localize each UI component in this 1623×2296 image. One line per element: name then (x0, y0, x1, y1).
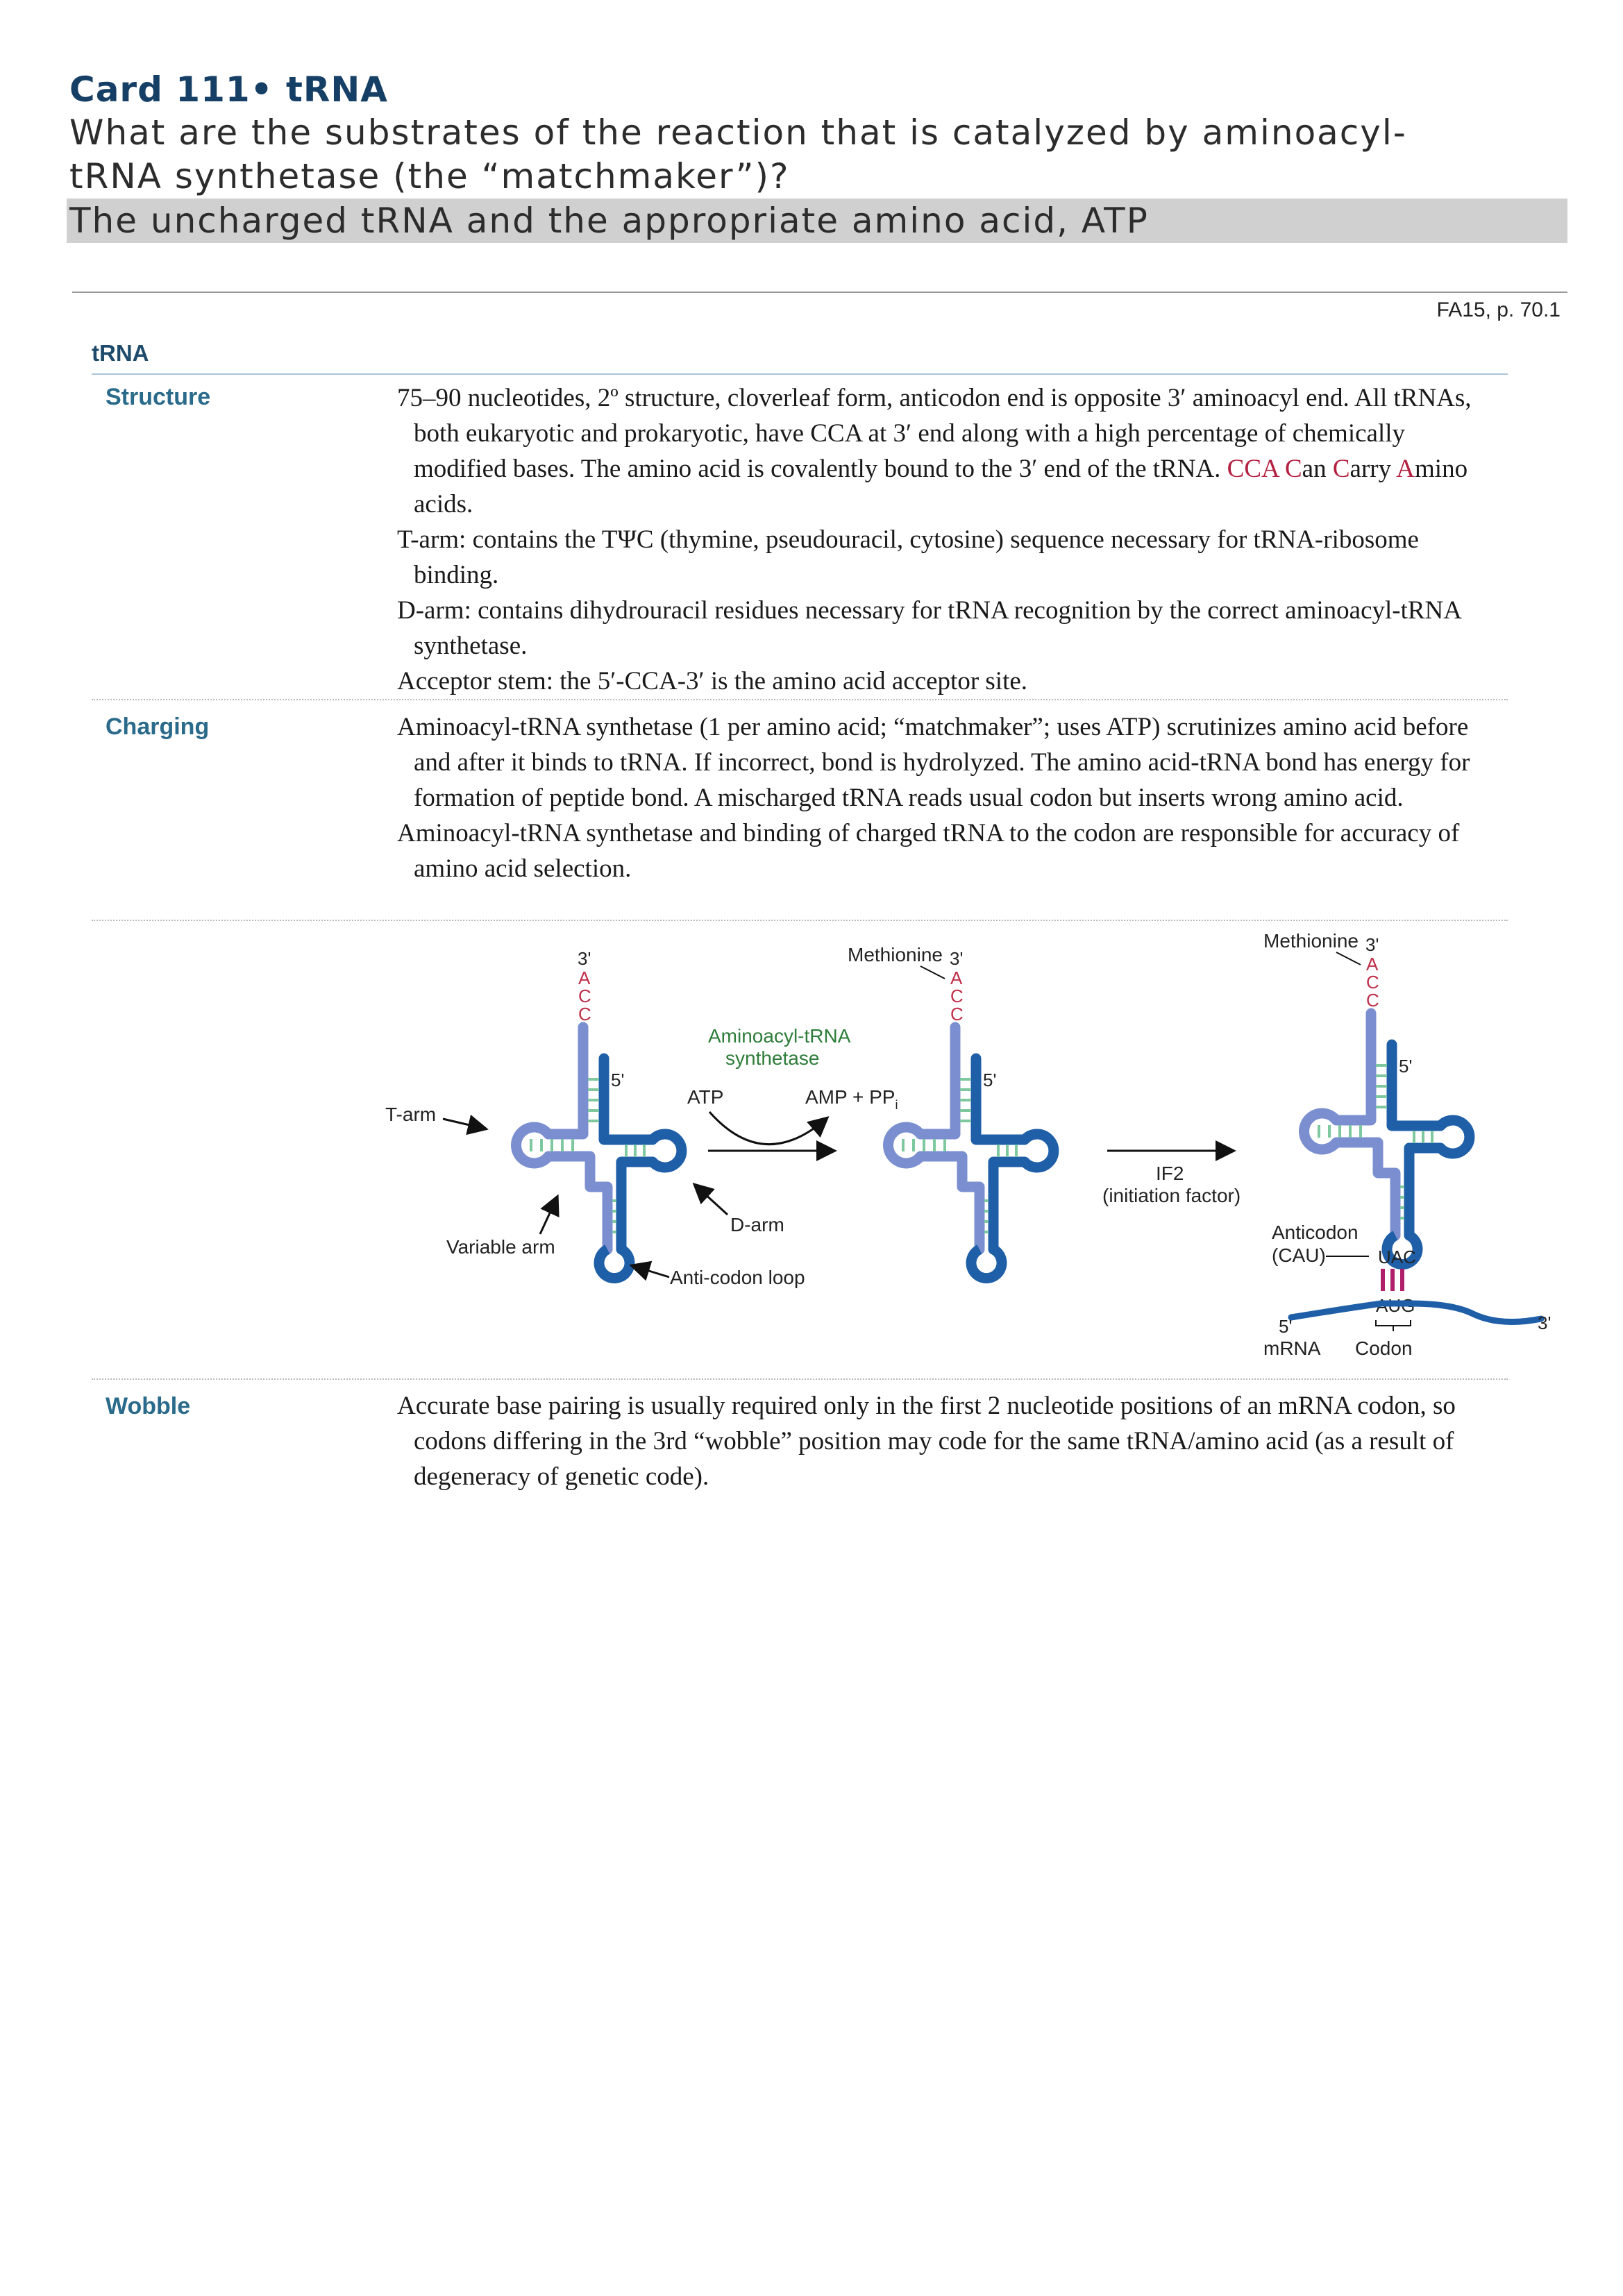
mnemonic-letter-c2: C (1332, 455, 1350, 483)
anticodon-loop-arrow (633, 1266, 669, 1277)
d-arm-label: D-arm (730, 1214, 784, 1235)
mrna-label: mRNA (1263, 1337, 1321, 1359)
if2-label: IF2 (1156, 1163, 1184, 1184)
trna-uncharged (385, 948, 805, 1288)
cau-label: (CAU) (1272, 1244, 1326, 1266)
divider (72, 292, 1567, 293)
variable-arm-label: Variable arm (446, 1236, 555, 1258)
structure-paragraph-acceptor: Acceptor stem: the 5′-CCA-3′ is the amino acid acceptor site. (397, 667, 1028, 695)
structure-paragraph-d-arm: D-arm: contains dihydrouracil residues necessary for tRNA recognition by the correct aminoacyl-tRNA synthetase. (397, 596, 1461, 660)
variable-arm-arrow (540, 1198, 557, 1234)
mnemonic-word-1: an (1302, 455, 1333, 483)
source-reference: FA15, p. 70.1 (1436, 298, 1561, 321)
trna-diagram (361, 923, 1555, 1374)
trna3-light-strand (1304, 1013, 1395, 1235)
charging-paragraph-2: Aminoacyl-tRNA synthetase and binding of charged tRNA to the codon are responsible for accuracy of amino acid selection. (397, 819, 1460, 883)
trna3-methionine-line (1336, 952, 1361, 965)
mnemonic-cca: CCA (1227, 455, 1279, 483)
trna1-acc-c2: C (578, 1004, 591, 1024)
trna2-anticodon-loop (971, 1249, 1002, 1278)
structure-p1-text: 75–90 nucleotides, 2º structure, cloverleaf form, anticodon end is opposite 3′ aminoacyl end. All tRNAs, both eukaryotic and prokaryotic, have CCA at 3′ end along with a high percentage of chemically modified bases. The amino acid is covalently bound to the 3′ end of the tRNA. (397, 384, 1472, 483)
trna3-acc-a: A (1366, 954, 1379, 974)
charging-paragraph-1: Aminoacyl-tRNA synthetase (1 per amino acid; “matchmaker”; uses ATP) scrutinizes amino acid before and after it binds to tRNA. If incorrect, bond is hydrolyzed. The amino acid-tRNA bond has energy for formation of peptide bond. A mischarged tRNA reads usual codon but inserts wrong amino acid. (397, 713, 1470, 812)
trna2-acc-c1: C (950, 986, 964, 1006)
ppi-subscript: i (895, 1098, 898, 1112)
row-divider (92, 699, 1508, 700)
card-title: Card 111• tRNA (69, 69, 388, 110)
mnemonic-letter-c1: C (1284, 455, 1302, 483)
t-arm-label: T-arm (385, 1104, 437, 1125)
codon-bracket (1376, 1320, 1411, 1331)
charging-label: Charging (106, 714, 210, 740)
trna3-3prime-label: 3' (1365, 934, 1379, 955)
d-arm-arrow (696, 1185, 728, 1215)
row-divider (92, 920, 1508, 921)
trna3-acc-c2: C (1366, 990, 1379, 1011)
t-arm-arrow (443, 1119, 485, 1129)
mrna-5prime-label: 5' (1279, 1316, 1293, 1337)
trna-bound (1263, 930, 1470, 1265)
trna-charged (848, 944, 1054, 1278)
uac-label: UAC (1378, 1247, 1416, 1267)
trna3-acc-c1: C (1366, 972, 1379, 993)
answer-text: The uncharged tRNA and the appropriate amino acid, ATP (67, 199, 1567, 243)
mnemonic-letter-a: A (1396, 455, 1415, 483)
enzyme-label-line1: Aminoacyl-tRNA (708, 1025, 851, 1047)
question-text: What are the substrates of the reaction that is catalyzed by aminoacyl-tRNA synthetase (the “matchmaker”)? (69, 112, 1407, 196)
wobble-text (397, 1388, 1501, 1494)
structure-label: Structure (106, 384, 211, 410)
codon-anticodon-pairs (1383, 1269, 1402, 1291)
structure-text (397, 380, 1501, 699)
wobble-paragraph-1: Accurate base pairing is usually required only in the first 2 nucleotide positions of an mRNA codon, so codons differing in the 3rd “wobble” position may code for the same tRNA/amino acid (as a result of degeneracy of genetic code). (397, 1392, 1456, 1491)
enzyme-label-line2: synthetase (725, 1047, 820, 1069)
trna2-light-strand (889, 1027, 979, 1249)
structure-paragraph-1 (397, 380, 1501, 522)
atp-label: ATP (687, 1086, 724, 1108)
row-divider (92, 1378, 1508, 1380)
mnemonic-word-2: arry (1349, 455, 1397, 483)
anticodon-label: Anticodon (1272, 1222, 1359, 1243)
section-underline (92, 373, 1508, 375)
amp-ppi-text: AMP + PP (805, 1086, 895, 1108)
trna2-3prime-label: 3' (950, 948, 964, 969)
trna2-5prime-label: 5' (983, 1070, 997, 1090)
aug-label: AUG (1376, 1295, 1415, 1316)
trna3-methionine-label: Methionine (1263, 930, 1359, 952)
section-title: tRNA (92, 340, 149, 366)
wobble-label: Wobble (106, 1393, 191, 1419)
trna1-acc-a: A (578, 968, 591, 988)
trna2-methionine-label: Methionine (848, 944, 943, 965)
trna2-methionine-line (920, 966, 945, 979)
amp-ppi-label (805, 1086, 898, 1112)
trna1-acc-c1: C (578, 986, 591, 1006)
charging-text (397, 709, 1501, 886)
trna1-3prime-label: 3' (578, 948, 591, 969)
atp-curve-arrow (709, 1112, 826, 1145)
codon-label: Codon (1355, 1337, 1413, 1359)
mnemonic-word-3: mino acids. (414, 455, 1468, 518)
trna1-anticodon-loop (599, 1249, 630, 1278)
structure-paragraph-t-arm: T-arm: contains the TΨC (thymine, pseudouracil, cytosine) sequence necessary for tRNA-ribosome binding. (397, 525, 1419, 589)
mrna-3prime-label: 3' (1538, 1312, 1551, 1333)
initiation-factor-label: (initiation factor) (1102, 1185, 1241, 1206)
trna2-acc-a: A (950, 968, 963, 988)
trna1-5prime-label: 5' (611, 1070, 625, 1090)
anticodon-loop-label: Anti-codon loop (670, 1267, 805, 1288)
trna3-5prime-label: 5' (1399, 1056, 1413, 1077)
mrna-strand (1291, 1303, 1541, 1322)
trna1-light-strand (516, 1027, 607, 1249)
trna2-acc-c2: C (950, 1004, 964, 1024)
